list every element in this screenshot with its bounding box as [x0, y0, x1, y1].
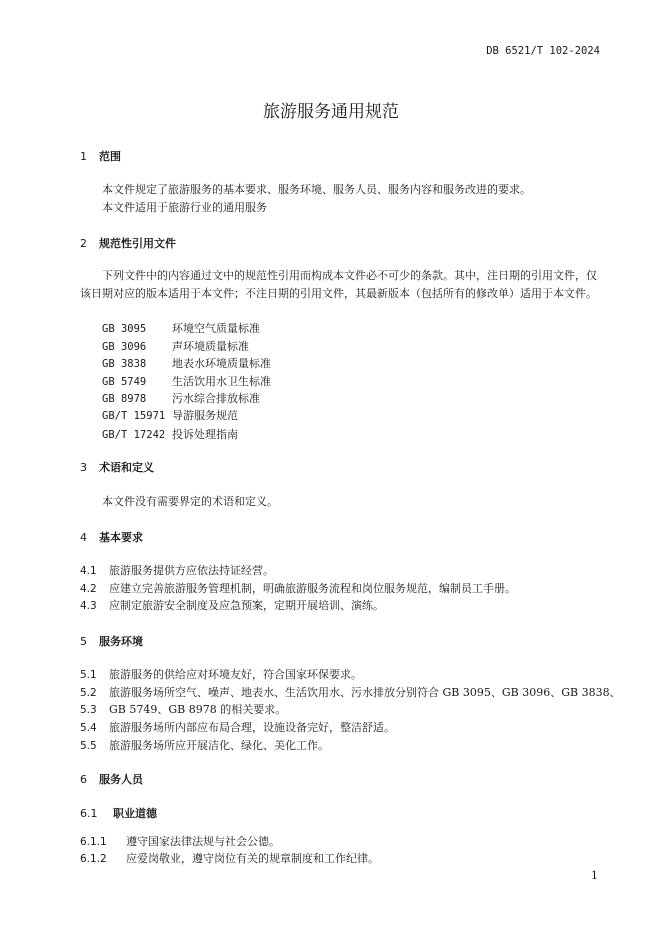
section-number: 5 [80, 635, 87, 648]
clause-item [80, 850, 379, 866]
section-number: 3 [80, 461, 87, 474]
section-title: 服务环境 [99, 635, 143, 648]
section-number: 6 [80, 773, 87, 786]
section-3-heading [80, 459, 154, 475]
section-title: 术语和定义 [99, 461, 154, 474]
section-number: 1 [80, 150, 87, 163]
paragraph: 下列文件中的内容通过文中的规范性引用而构成本文件必不可少的条款。其中，注日期的引用文件，仅该日期对应的版本适用于本文件；不注日期的引用文件，其最新版本（包括所有的修改单）适用于本文件。 [80, 269, 597, 300]
clause-number: 5.5 [80, 740, 97, 752]
reference-item [102, 426, 238, 442]
clause-number: 4.2 [80, 583, 97, 595]
reference-name: 导游服务规范 [172, 409, 238, 422]
page-number: 1 [591, 869, 598, 882]
reference-item [102, 320, 260, 336]
section-1-heading [80, 148, 121, 164]
clause-text: 应爱岗敬业，遵守岗位有关的规章制度和工作纪律。 [126, 852, 379, 865]
section-title: 服务人员 [99, 773, 143, 786]
clause-text: 旅游服务提供方应依法持证经营。 [109, 564, 274, 577]
clause-text: 旅游服务场所应开展洁化、绿化、美化工作。 [109, 739, 329, 752]
clause-text: 旅游服务场所内部应布局合理，设施设备完好，整洁舒适。 [109, 721, 395, 734]
reference-item [102, 373, 271, 389]
subsection-6-1-heading [80, 805, 157, 821]
clause-number: 6.1.2 [80, 853, 107, 865]
section-title: 基本要求 [99, 531, 143, 544]
reference-item [102, 407, 238, 423]
reference-item [102, 338, 249, 354]
clause-item [80, 833, 280, 849]
clause-text: 旅游服务场所空气、噪声、地表水、生活饮用水、污水排放分别符合 GB 3095、GB 3096、GB 3838、 [109, 686, 621, 699]
clause-number: 4.1 [80, 565, 97, 577]
section-6-heading [80, 771, 143, 787]
section-4-heading [80, 529, 143, 545]
reference-name: 地表水环境质量标准 [172, 357, 271, 370]
section-title: 范围 [99, 150, 121, 163]
section-2-heading [80, 235, 176, 251]
reference-name: 环境空气质量标准 [172, 322, 260, 335]
reference-item [102, 355, 271, 371]
clause-item [80, 597, 384, 613]
section-title: 规范性引用文件 [99, 237, 176, 250]
reference-code: GB 8978 [102, 393, 147, 405]
clause-text: 旅游服务的供给应对环境友好，符合国家环保要求。 [109, 668, 362, 681]
section-5-heading [80, 633, 143, 649]
clause-number: 6.1.1 [80, 836, 107, 848]
reference-name: 生活饮用水卫生标准 [172, 375, 271, 388]
reference-name: 声环境质量标准 [172, 340, 249, 353]
clause-number: 5.1 [80, 669, 97, 681]
reference-code: GB 5749 [102, 376, 147, 388]
reference-name: 污水综合排放标准 [172, 392, 260, 405]
clause-item [80, 684, 621, 700]
reference-item [102, 390, 260, 406]
paragraph: 本文件没有需要界定的术语和定义。 [102, 495, 278, 508]
clause-text: 应制定旅游安全制度及应急预案，定期开展培训、演练。 [109, 599, 384, 612]
standard-number: DB 6521/T 102-2024 [486, 45, 600, 57]
subsection-title: 职业道德 [113, 807, 157, 820]
clause-number: 4.3 [80, 600, 97, 612]
reference-code: GB/T 15971 [102, 410, 166, 422]
section-number: 4 [80, 531, 87, 544]
reference-name: 投诉处理指南 [172, 428, 238, 441]
clause-item [80, 666, 362, 682]
clause-number: 5.4 [80, 722, 97, 734]
reference-code: GB 3095 [102, 323, 147, 335]
section-number: 2 [80, 237, 87, 250]
clause-item [80, 737, 329, 753]
reference-code: GB/T 17242 [102, 429, 166, 441]
clause-item [80, 701, 286, 717]
clause-text: 遵守国家法律法规与社会公德。 [126, 835, 280, 848]
clause-text: 应建立完善旅游服务管理机制，明确旅游服务流程和岗位服务规范，编制员工手册。 [109, 582, 516, 595]
clause-text: GB 5749、GB 8978 的相关要求。 [109, 703, 287, 716]
clause-item [80, 580, 516, 596]
paragraph: 本文件适用于旅游行业的通用服务 [102, 201, 267, 214]
clause-number: 5.3 [80, 704, 97, 716]
document-title: 旅游服务通用规范 [263, 102, 399, 122]
reference-code: GB 3096 [102, 341, 147, 353]
paragraph: 本文件规定了旅游服务的基本要求、服务环境、服务人员、服务内容和服务改进的要求。 [102, 183, 531, 196]
clause-item [80, 719, 395, 735]
subsection-number: 6.1 [80, 807, 98, 820]
clause-item [80, 562, 274, 578]
clause-number: 5.2 [80, 687, 97, 699]
reference-code: GB 3838 [102, 358, 147, 370]
